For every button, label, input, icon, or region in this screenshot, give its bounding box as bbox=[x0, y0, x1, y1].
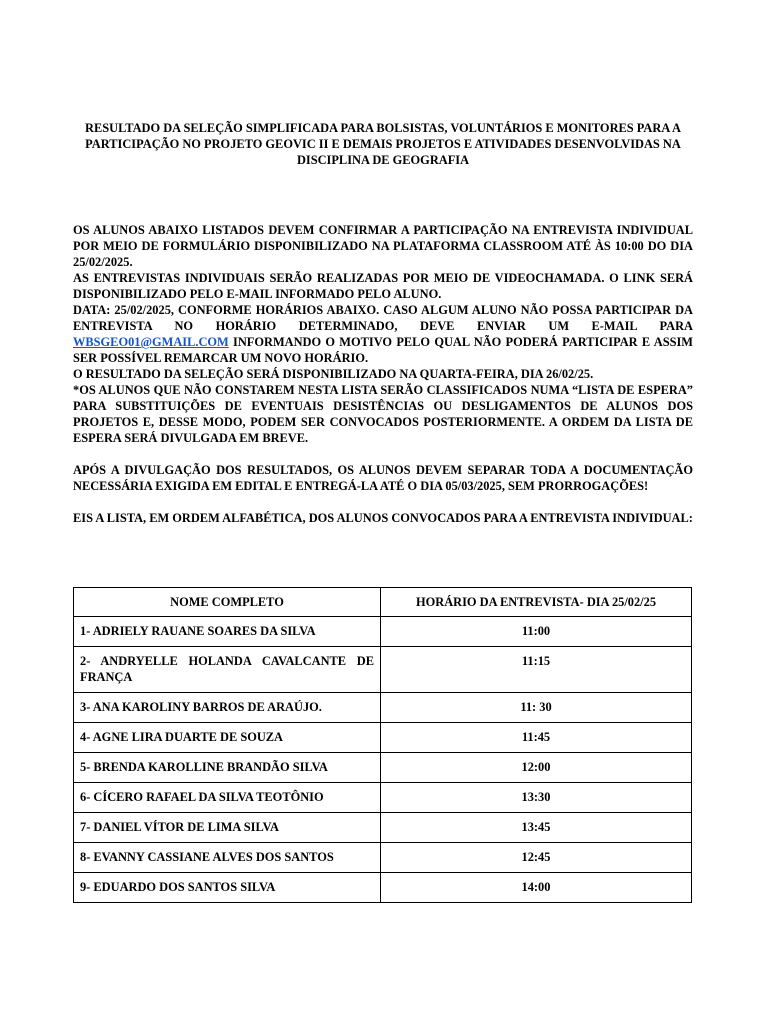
interview-time: 12:45 bbox=[381, 843, 692, 873]
table-row bbox=[74, 753, 692, 783]
interview-time: 11:45 bbox=[381, 723, 692, 753]
table-row bbox=[74, 617, 692, 647]
student-name: 8- EVANNY CASSIANE ALVES DOS SANTOS bbox=[74, 843, 381, 873]
student-name: 2- ANDRYELLE HOLANDA CAVALCANTE DE FRANÇA bbox=[74, 647, 381, 693]
table-row bbox=[74, 723, 692, 753]
interview-time: 12:00 bbox=[381, 753, 692, 783]
table-row bbox=[74, 693, 692, 723]
paragraph-confirmation: OS ALUNOS ABAIXO LISTADOS DEVEM CONFIRMAR A PARTICIPAÇÃO NA ENTREVISTA INDIVIDUAL POR MEIO DE FORMULÁRIO DISPONIBILIZADO NA PLATAFORMA CLASSROOM ATÉ ÀS 10:00 DO DIA 25/02/2025. bbox=[73, 223, 693, 269]
student-name: 1- ADRIELY RAUANE SOARES DA SILVA bbox=[74, 617, 381, 647]
student-name: 4- AGNE LIRA DUARTE DE SOUZA bbox=[74, 723, 381, 753]
student-name: 3- ANA KAROLINY BARROS DE ARAÚJO. bbox=[74, 693, 381, 723]
email-link[interactable]: WBSGEO01@GMAIL.COM bbox=[73, 335, 229, 349]
paragraph-date-text: DATA: 25/02/2025, CONFORME HORÁRIOS ABAIXO. CASO ALGUM ALUNO NÃO POSSA PARTICIPAR DA ENTREVISTA NO HORÁRIO DETERMINADO, DEVE ENVIAR UM E-MAIL PARA bbox=[73, 303, 693, 333]
instructions-block bbox=[73, 222, 693, 526]
paragraph-date-text-end: INFORMANDO O MOTIVO PELO QUAL NÃO PODERÁ PARTICIPAR E ASSIM SER POSSÍVEL REMARCAR UM NOVO HORÁRIO. bbox=[73, 335, 693, 365]
paragraph-interviews: AS ENTREVISTAS INDIVIDUAIS SERÃO REALIZADAS POR MEIO DE VIDEOCHAMADA. O LINK SERÁ DISPONIBILIZADO PELO E-MAIL INFORMADO PELO ALUNO. bbox=[73, 271, 693, 301]
interview-time: 13:45 bbox=[381, 813, 692, 843]
interview-time: 11: 30 bbox=[381, 693, 692, 723]
spacer bbox=[73, 494, 693, 510]
table-row bbox=[74, 843, 692, 873]
header-name: NOME COMPLETO bbox=[74, 588, 381, 617]
interview-time: 11:15 bbox=[381, 647, 692, 693]
student-name: 5- BRENDA KAROLLINE BRANDÃO SILVA bbox=[74, 753, 381, 783]
table-row bbox=[74, 813, 692, 843]
table-row bbox=[74, 647, 692, 693]
student-name: 6- CÍCERO RAFAEL DA SILVA TEOTÔNIO bbox=[74, 783, 381, 813]
paragraph-list-intro: EIS A LISTA, EM ORDEM ALFABÉTICA, DOS ALUNOS CONVOCADOS PARA A ENTREVISTA INDIVIDUAL: bbox=[73, 511, 693, 525]
paragraph-documentation: APÓS A DIVULGAÇÃO DOS RESULTADOS, OS ALUNOS DEVEM SEPARAR TODA A DOCUMENTAÇÃO NECESSÁRIA EXIGIDA EM EDITAL E ENTREGÁ-LA ATÉ O DIA 05/03/2025, SEM PRORROGAÇÕES! bbox=[73, 463, 693, 493]
header-time: HORÁRIO DA ENTREVISTA- DIA 25/02/25 bbox=[381, 588, 692, 617]
table-row bbox=[74, 783, 692, 813]
interview-table bbox=[73, 587, 692, 903]
paragraph-waiting-list: *OS ALUNOS QUE NÃO CONSTAREM NESTA LISTA SERÃO CLASSIFICADOS NUMA “LISTA DE ESPERA” PARA SUBSTITUIÇÕES DE EVENTUAIS DESISTÊNCIAS OU DESLIGAMENTOS DE ALUNOS DOS PROJETOS E, DESSE MODO, PODEM SER CONVOCADOS POSTERIORMENTE. A ORDEM DA LISTA DE ESPERA SERÁ DIVULGADA EM BREVE. bbox=[73, 383, 693, 445]
table-header-row bbox=[74, 588, 692, 617]
interview-time: 14:00 bbox=[381, 873, 692, 903]
paragraph-result: O RESULTADO DA SELEÇÃO SERÁ DISPONIBILIZADO NA QUARTA-FEIRA, DIA 26/02/25. bbox=[73, 367, 594, 381]
document-page bbox=[73, 120, 693, 526]
interview-time: 13:30 bbox=[381, 783, 692, 813]
student-name: 9- EDUARDO DOS SANTOS SILVA bbox=[74, 873, 381, 903]
interview-time: 11:00 bbox=[381, 617, 692, 647]
document-title: RESULTADO DA SELEÇÃO SIMPLIFICADA PARA BOLSISTAS, VOLUNTÁRIOS E MONITORES PARA A PARTICIPAÇÃO NO PROJETO GEOVIC II E DEMAIS PROJETOS E ATIVIDADES DESENVOLVIDAS NA DISCIPLINA DE GEOGRAFIA bbox=[85, 121, 681, 167]
student-name: 7- DANIEL VÍTOR DE LIMA SILVA bbox=[74, 813, 381, 843]
table-row bbox=[74, 873, 692, 903]
spacer bbox=[73, 446, 693, 462]
paragraph-date bbox=[73, 302, 693, 366]
